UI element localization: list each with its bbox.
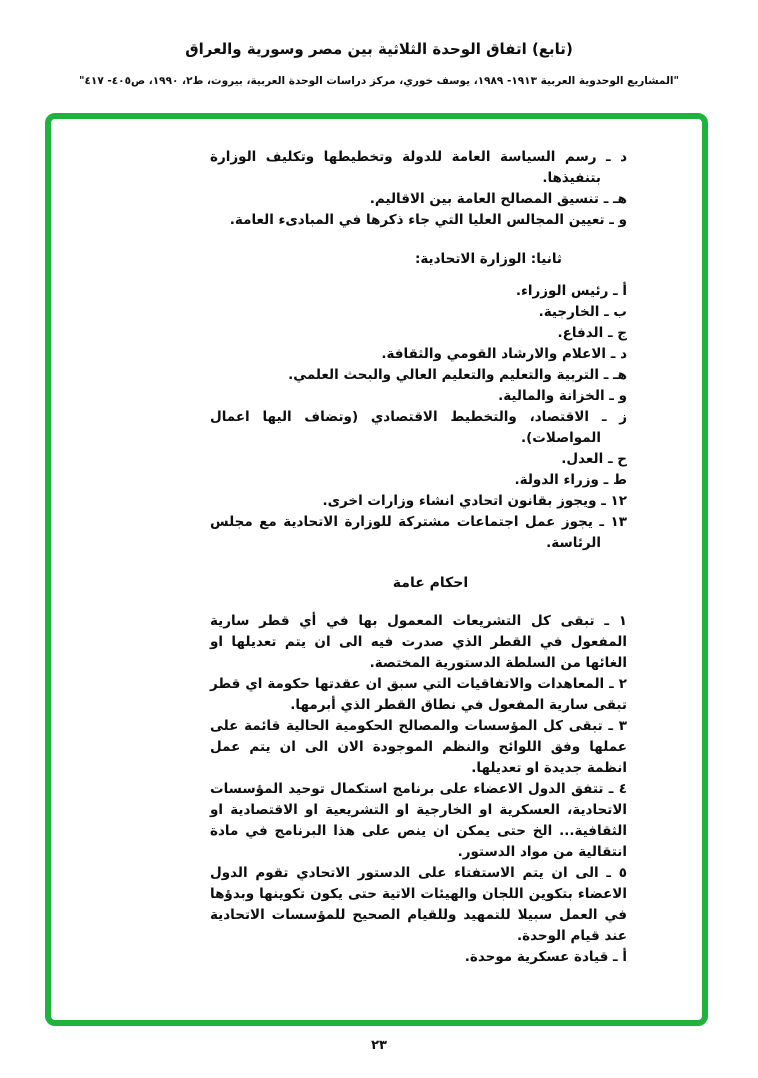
list-item-h2: هـ ـ التربية والتعليم والتعليم العالي والبحث العلمي. [288, 367, 627, 383]
general-clause-1: ١ ـ تبقى كل التشريعات المعمول بها في أي قطر سارية المفعول في القطر الذي صدرت فيه الى ان يتم تعديلها او الغائها من السلطة الدستورية المختصة. [210, 613, 627, 671]
list-item-w2: و ـ الخزانة والمالية. [498, 388, 627, 404]
document-citation: "المشاريع الوحدوية العربية ١٩١٣- ١٩٨٩، يوسف خوري، مركز دراسات الوحدة العربية، بيروت، ط٢، ١٩٩٠، ص٤٠٥- ٤١٧" [79, 75, 679, 87]
list-item-h: هـ ـ تنسيق المصالح العامة بين الاقاليم. [369, 191, 627, 207]
list-item-d: د ـ رسم السياسة العامة للدولة وتخطيطها وتكليف الوزارة بتنفيذها. [210, 149, 627, 186]
general-clause-4: ٤ ـ تتفق الدول الاعضاء على برنامج استكمال توحيد المؤسسات الاتحادية، العسكرية او الخارجية او التشريعية او الاقتصادية او الثقافية... الخ حتى يمكن ان ينص على هذا البرنامج في مادة انتقالية من مواد الدستور. [210, 781, 627, 860]
general-clause-2: ٢ ـ المعاهدات والاتفاقيات التي سبق ان عقدتها حكومة اي قطر تبقى سارية المفعول في نطاق القطر الذي أبرمها. [210, 676, 627, 713]
general-clause-5: ٥ ـ الى ان يتم الاستفتاء على الدستور الاتحادي تقوم الدول الاعضاء بتكوين اللجان والهيئات الاتية حتى يكون تكوينها وبدؤها في العمل سبيلا للتمهيد وللقيام الصحيح للمؤسسات الاتحادية عند قيام الوحدة. [210, 865, 627, 944]
document-title: (تابع) اتفاق الوحدة الثلاثية بين مصر وسورية والعراق [185, 40, 573, 58]
list-item-a: أ ـ رئيس الوزراء. [515, 283, 627, 299]
list-item-d2: د ـ الاعلام والارشاد القومي والثقافة. [381, 346, 627, 362]
list-item-b: ب ـ الخارجية. [538, 304, 627, 320]
list-item-t: ط ـ وزراء الدولة. [514, 472, 627, 488]
list-item-w: و ـ تعيين المجالس العليا التي جاء ذكرها في المبادىء العامة. [229, 212, 627, 228]
general-clause-3: ٣ ـ تبقى كل المؤسسات والمصالح الحكومية الحالية قائمة على عملها وفق اللوائح والنظم الموجودة الان الى ان يتم عمل انظمة جديدة او تعديلها. [210, 718, 627, 776]
section-heading-federal-ministry: ثانيا: الوزارة الاتحادية: [414, 251, 562, 267]
list-item-hh: ح ـ العدل. [561, 451, 627, 467]
list-item-z: ز ـ الاقتصاد، والتخطيط الاقتصادي (وتضاف اليها اعمال المواصلات). [210, 409, 627, 446]
clause-13: ١٣ ـ يجوز عمل اجتماعات مشتركة للوزارة الاتحادية مع مجلس الرئاسة. [210, 514, 627, 551]
list-item-j: ج ـ الدفاع. [557, 325, 627, 341]
section-heading-general-provisions: احكام عامة [392, 575, 469, 591]
sub-item-military-command: أ ـ قيادة عسكرية موحدة. [464, 949, 627, 965]
page-number: ٢٣ [371, 1038, 387, 1053]
clause-12: ١٢ ـ ويجوز بقانون اتحادي انشاء وزارات اخرى. [322, 493, 627, 509]
document-body [210, 147, 627, 968]
